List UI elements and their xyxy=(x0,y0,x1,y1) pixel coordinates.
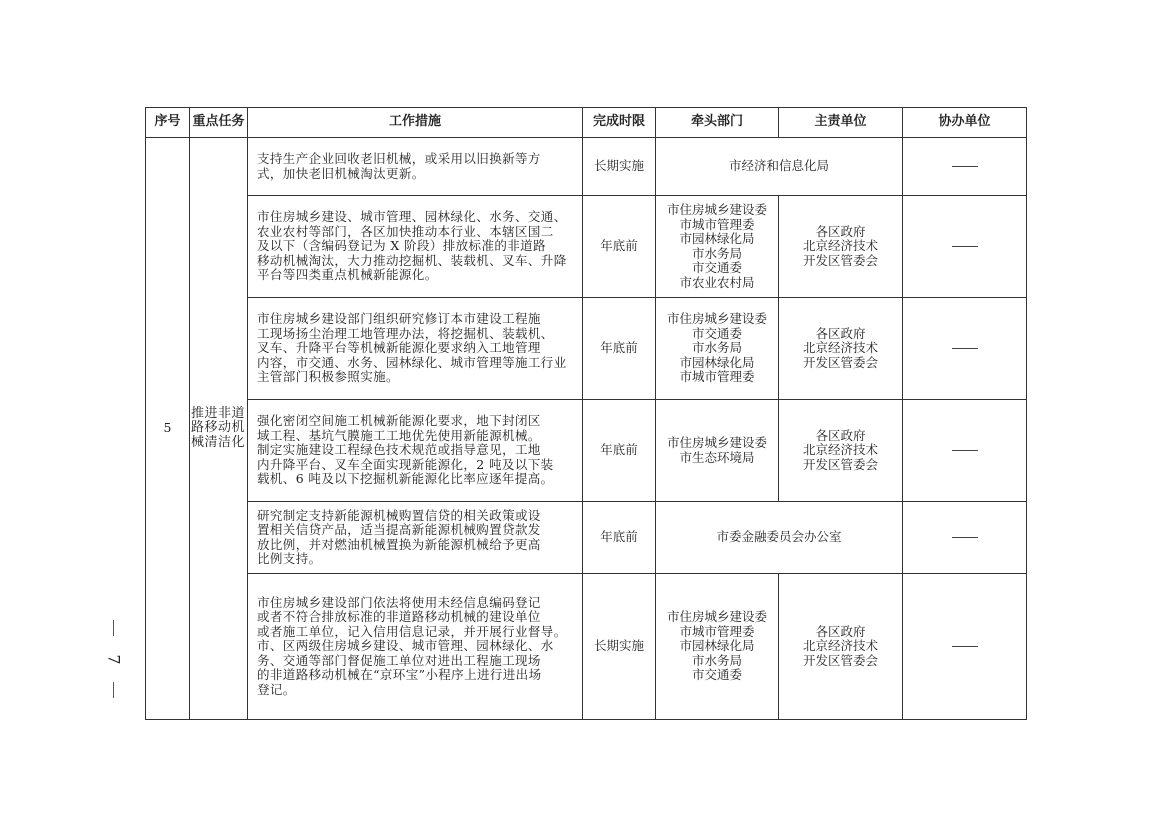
measure-line: 比例支持。 xyxy=(257,551,322,566)
assist-dash xyxy=(952,166,978,167)
table-row xyxy=(146,502,1027,574)
lead-department: 市委金融委员会办公室 xyxy=(656,502,903,574)
main-unit xyxy=(779,196,903,298)
measure-line: 强化密闭空间施工机械新能源化要求，地下封闭区 xyxy=(257,413,541,429)
measure-line: 及以下（含编码登记为 X 阶段）排放标准的非道路 xyxy=(257,238,546,254)
measure-line: 域工程、基坑气膜施工工地优先使用新能源机械。 xyxy=(257,427,541,443)
measure-line: 主管部门积极参照实施。 xyxy=(257,369,399,385)
measure-line: 支持生产企业回收老旧机械，或采用以旧换新等方 xyxy=(257,151,541,166)
unit-line: 开发区管委会 xyxy=(802,456,878,472)
measure-line: 市、区两级住房城乡建设、城市管理、园林绿化、水 xyxy=(257,638,554,654)
department-line: 市园林绿化局 xyxy=(679,231,755,246)
measure-line: 载机、6 吨及以下挖掘机新能源化比率应逐年提高。 xyxy=(257,471,554,487)
measure-line: 市住房城乡建设部门依法将使用未经信息编码登记 xyxy=(257,594,541,610)
assist-dash xyxy=(952,450,978,451)
assist-unit xyxy=(903,196,1027,298)
page-dash-top xyxy=(113,620,114,636)
measure-line: 内升降平台、叉车全面实现新能源化，2 吨及以下装 xyxy=(257,456,554,472)
department-line: 市交通委 xyxy=(691,667,742,683)
unit-line: 北京经济技术 xyxy=(802,638,878,654)
deadline: 长期实施 xyxy=(583,138,656,196)
unit-line: 北京经济技术 xyxy=(802,238,878,254)
department-line: 市农业农村局 xyxy=(679,274,755,290)
measure-line: 市住房城乡建设部门组织研究修订本市建设工程施 xyxy=(257,311,541,327)
table-row xyxy=(146,138,1027,196)
measure-line: 置相关信贷产品，适当提高新能源机械购置贷款发 xyxy=(257,522,541,537)
work-measure xyxy=(248,400,583,502)
unit-line: 北京经济技术 xyxy=(802,442,878,458)
header-assist-unit: 协办单位 xyxy=(903,108,1027,138)
measure-line: 研究制定支持新能源机械购置信贷的相关政策或设 xyxy=(257,507,541,523)
measure-line: 制定实施建设工程绿色技术规范或指导意见，工地 xyxy=(257,442,541,458)
key-task: 推进非道路移动机械清洁化 xyxy=(190,138,248,720)
main-unit xyxy=(779,400,903,502)
row-number: 5 xyxy=(146,138,190,720)
header-task: 重点任务 xyxy=(190,108,248,138)
unit-line: 开发区管委会 xyxy=(802,252,878,268)
measure-line: 移动机械淘汰，大力推动挖掘机、装载机、叉车、升降 xyxy=(257,252,567,268)
measure-line: 式，加快老旧机械淘汰更新。 xyxy=(257,165,425,181)
unit-line: 各区政府 xyxy=(815,325,866,341)
main-unit xyxy=(779,298,903,400)
measure-line: 叉车、升降平台等机械新能源化要求纳入工地管理 xyxy=(257,340,541,356)
table-row xyxy=(146,196,1027,298)
lead-department xyxy=(656,298,779,400)
deadline: 年底前 xyxy=(583,298,656,400)
work-measure xyxy=(248,574,583,720)
department-line: 市水务局 xyxy=(691,340,742,356)
department-line: 市城市管理委 xyxy=(679,623,755,639)
unit-line: 北京经济技术 xyxy=(802,340,878,356)
task-table xyxy=(145,107,1027,720)
unit-line: 各区政府 xyxy=(815,623,866,639)
main-unit xyxy=(779,574,903,720)
department-line: 市住房城乡建设委 xyxy=(666,609,767,625)
unit-line: 开发区管委会 xyxy=(802,354,878,370)
measure-line: 内容，市交通、水务、园林绿化、城市管理等施工行业 xyxy=(257,354,567,370)
assist-unit xyxy=(903,502,1027,574)
page-number xyxy=(104,620,124,700)
header-main-unit: 主责单位 xyxy=(779,108,903,138)
department-line: 市交通委 xyxy=(691,260,742,275)
measure-line: 登记。 xyxy=(257,681,296,697)
assist-dash xyxy=(952,537,978,538)
page-number-text: 7 xyxy=(104,654,124,665)
measure-line: 放比例，并对燃油机械置换为新能源机械给予更高 xyxy=(257,536,541,552)
table-row xyxy=(146,574,1027,720)
measure-line: 平台等四类重点机械新能源化。 xyxy=(257,267,438,283)
measure-line: 的非道路移动机械在“京环宝”小程序上进行进出场 xyxy=(257,667,542,683)
assist-unit xyxy=(903,138,1027,196)
lead-department xyxy=(656,196,779,298)
header-number: 序号 xyxy=(146,108,190,138)
assist-unit xyxy=(903,400,1027,502)
table-row xyxy=(146,298,1027,400)
department-line: 市住房城乡建设委 xyxy=(666,435,767,450)
deadline: 年底前 xyxy=(583,502,656,574)
deadline: 年底前 xyxy=(583,196,656,298)
assist-dash xyxy=(952,646,978,647)
measure-line: 市住房城乡建设、城市管理、园林绿化、水务、交通、 xyxy=(257,209,567,225)
unit-line: 开发区管委会 xyxy=(802,652,878,668)
unit-line: 各区政府 xyxy=(815,427,866,443)
work-measure xyxy=(248,298,583,400)
department-line: 市交通委 xyxy=(691,325,742,341)
header-deadline: 完成时限 xyxy=(583,108,656,138)
deadline: 年底前 xyxy=(583,400,656,502)
header-lead-dept: 牵头部门 xyxy=(656,108,779,138)
measure-line: 或者施工单位，记入信用信息记录，并开展行业督导。 xyxy=(257,623,567,639)
work-measure xyxy=(248,502,583,574)
department-line: 市城市管理委 xyxy=(679,216,755,232)
assist-unit xyxy=(903,574,1027,720)
work-measure xyxy=(248,196,583,298)
department-line: 市生态环境局 xyxy=(679,449,755,465)
measure-line: 务、交通等部门督促施工单位对进出工程施工现场 xyxy=(257,652,541,668)
department-line: 市住房城乡建设委 xyxy=(666,311,767,327)
header-row xyxy=(146,108,1027,138)
department-line: 市园林绿化局 xyxy=(679,354,755,370)
measure-line: 工现场扬尘治理工地管理办法，将挖掘机、装载机、 xyxy=(257,325,554,341)
department-line: 市园林绿化局 xyxy=(679,638,755,654)
deadline: 长期实施 xyxy=(583,574,656,720)
measure-line: 农业农村等部门，各区加快推动本行业、本辖区国二 xyxy=(257,223,554,239)
page-dash-bottom xyxy=(113,682,114,698)
department-line: 市水务局 xyxy=(691,245,742,261)
department-line: 市住房城乡建设委 xyxy=(666,202,767,217)
lead-department: 市经济和信息化局 xyxy=(656,138,903,196)
measure-line: 或者不符合排放标准的非道路移动机械的建设单位 xyxy=(257,609,541,625)
assist-dash xyxy=(952,348,978,349)
lead-department xyxy=(656,400,779,502)
lead-department xyxy=(656,574,779,720)
table-row xyxy=(146,400,1027,502)
department-line: 市水务局 xyxy=(691,652,742,668)
assist-dash xyxy=(952,246,978,247)
header-measures: 工作措施 xyxy=(248,108,583,138)
unit-line: 各区政府 xyxy=(815,223,866,239)
assist-unit xyxy=(903,298,1027,400)
work-measure xyxy=(248,138,583,196)
department-line: 市城市管理委 xyxy=(679,369,755,385)
